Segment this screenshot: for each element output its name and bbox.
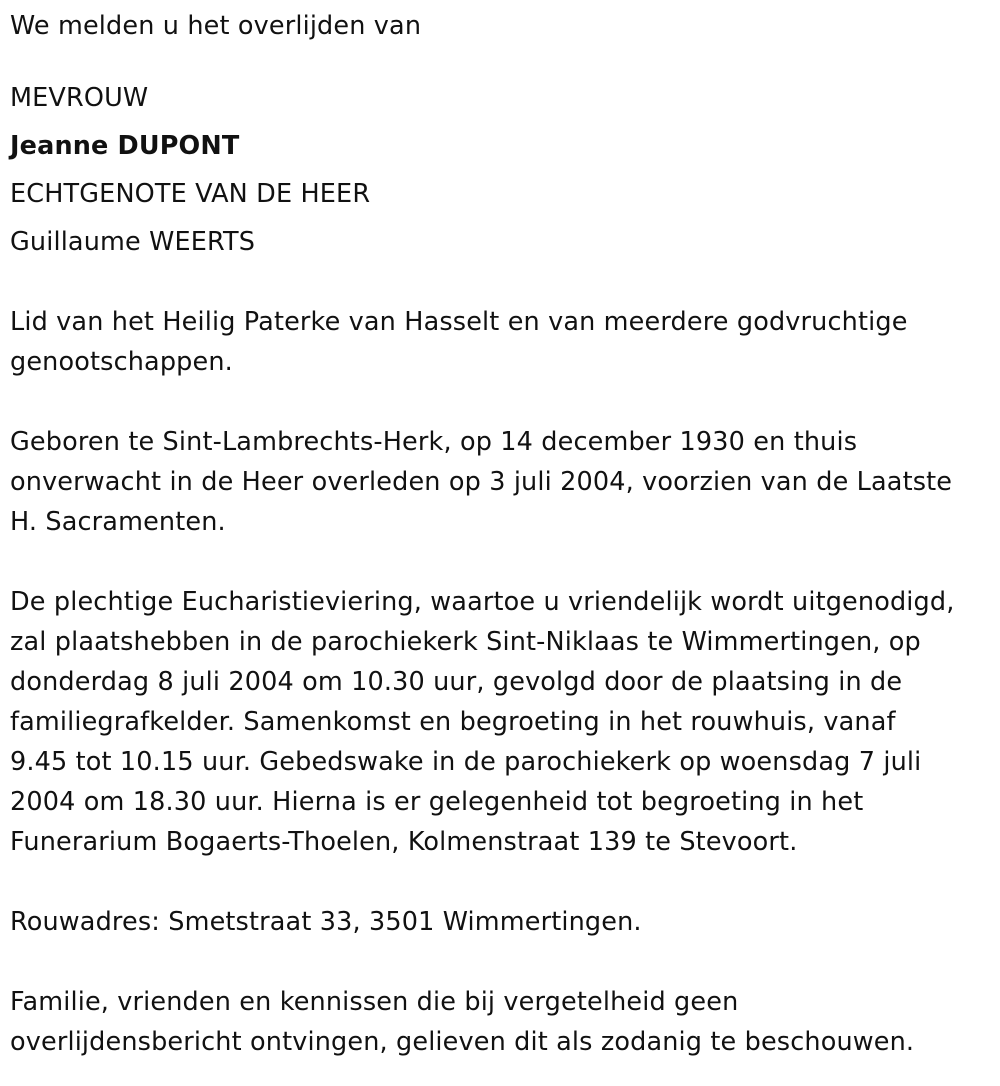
deceased-relation: ECHTGENOTE VAN DE HEER (10, 179, 371, 209)
paragraph-line: genootschappen. (10, 347, 233, 377)
birth-death-paragraph (10, 422, 995, 542)
mourning-address: Rouwadres: Smetstraat 33, 3501 Wimmertingen. (10, 907, 642, 937)
paragraph-line: H. Sacramenten. (10, 507, 226, 537)
membership-paragraph (10, 302, 995, 382)
paragraph-line: overlijdensbericht ontvingen, gelieven dit als zodanig te beschouwen. (10, 1027, 915, 1057)
paragraph-line: familiegrafkelder. Samenkomst en begroeting in het rouwhuis, vanaf (10, 707, 896, 737)
paragraph-line: De plechtige Eucharistieviering, waartoe u vriendelijk wordt uitgenodigd, (10, 587, 955, 617)
deceased-name: Jeanne DUPONT (10, 131, 240, 161)
paragraph-line: donderdag 8 juli 2004 om 10.30 uur, gevolgd door de plaatsing in de (10, 667, 903, 697)
paragraph-line: 2004 om 18.30 uur. Hierna is er gelegenheid tot begroeting in het (10, 787, 864, 817)
address-paragraph (10, 902, 995, 942)
ceremony-paragraph (10, 582, 995, 862)
intro-text: We melden u het overlijden van (10, 11, 422, 41)
spouse-name: Guillaume WEERTS (10, 227, 256, 257)
obituary-notice (10, 6, 995, 1062)
paragraph-line: Funerarium Bogaerts-Thoelen, Kolmenstraat 139 te Stevoort. (10, 827, 798, 857)
closing-paragraph (10, 982, 995, 1062)
paragraph-line: onverwacht in de Heer overleden op 3 juli 2004, voorzien van de Laatste (10, 467, 953, 497)
deceased-title: MEVROUW (10, 83, 149, 113)
paragraph-line: Familie, vrienden en kennissen die bij vergetelheid geen (10, 987, 739, 1017)
paragraph-line: Geboren te Sint-Lambrechts-Herk, op 14 december 1930 en thuis (10, 427, 858, 457)
paragraph-line: Lid van het Heilig Paterke van Hasselt en van meerdere godvruchtige (10, 307, 908, 337)
paragraph-line: zal plaatshebben in de parochiekerk Sint-Niklaas te Wimmertingen, op (10, 627, 921, 657)
deceased-block (10, 74, 995, 266)
paragraph-line: 9.45 tot 10.15 uur. Gebedswake in de parochiekerk op woensdag 7 juli (10, 747, 922, 777)
